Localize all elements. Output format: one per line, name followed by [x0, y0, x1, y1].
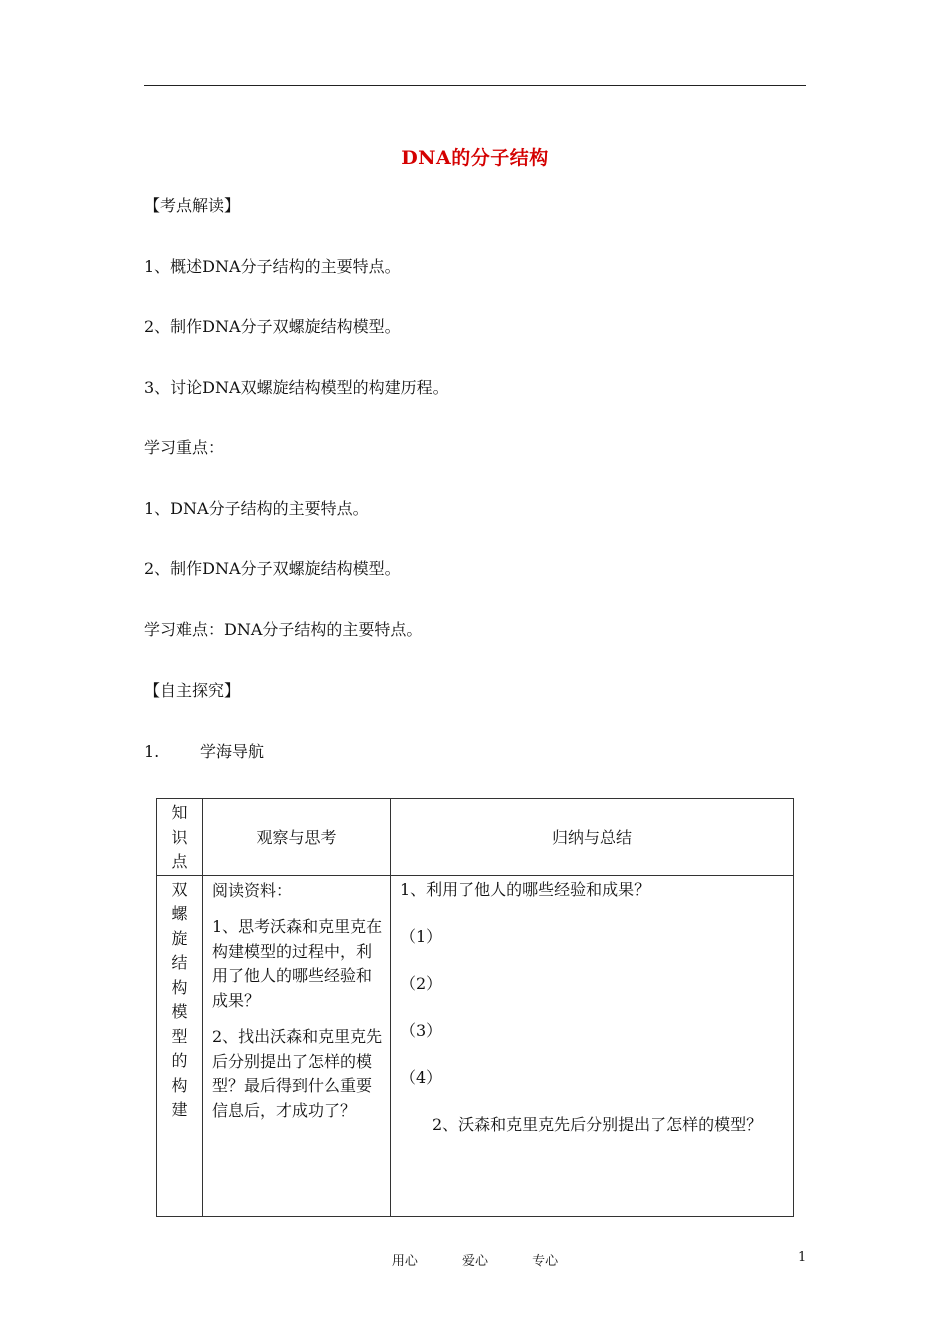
summary-question-1: 1、利用了他人的哪些经验和成果？	[400, 879, 651, 899]
difficulty-line: 学习难点：DNA分子结构的主要特点。	[144, 620, 423, 639]
page-number: 1	[798, 1250, 807, 1265]
footer-word-1: 用心	[391, 1254, 418, 1269]
key-point-2: 2、制作DNA分子双螺旋结构模型。	[144, 559, 401, 578]
summary-blank-3: （3）	[400, 1020, 443, 1040]
study-guide-table	[156, 798, 794, 1217]
header-knowledge-point: 知识点	[157, 799, 203, 876]
header-observe-think: 观察与思考	[203, 799, 391, 876]
summary-cell	[391, 875, 794, 1216]
observe-question-2: 2、找出沃森和克里克先后分别提出了怎样的模型？最后得到什么重要信息后，才成功了？	[212, 1027, 383, 1120]
section-heading-exam-points: 【考点解读】	[144, 196, 241, 215]
nav-item-number: 1.	[144, 742, 160, 761]
observe-intro: 阅读资料：	[212, 880, 293, 900]
objective-3: 3、讨论DNA双螺旋结构模型的构建历程。	[144, 378, 449, 397]
summary-blank-1: （1）	[400, 926, 443, 946]
page-footer	[0, 1250, 950, 1269]
footer-word-2: 爱心	[461, 1254, 488, 1269]
objective-1: 1、概述DNA分子结构的主要特点。	[144, 257, 401, 276]
section-heading-self-exploration: 【自主探究】	[144, 681, 241, 700]
objective-2: 2、制作DNA分子双螺旋结构模型。	[144, 317, 401, 336]
key-points-label: 学习重点：	[144, 438, 225, 457]
summary-blank-2: （2）	[400, 973, 443, 993]
summary-question-2: 2、沃森和克里克先后分别提出了怎样的模型？	[432, 1114, 763, 1134]
document-title: DNA的分子结构	[401, 147, 549, 169]
summary-blank-4: （4）	[400, 1067, 443, 1087]
footer-word-3: 专心	[532, 1254, 559, 1269]
table-row	[157, 875, 794, 1216]
header-summary: 归纳与总结	[391, 799, 794, 876]
header-rule	[144, 85, 806, 86]
nav-item-label: 学海导航	[200, 742, 265, 761]
key-point-1: 1、DNA分子结构的主要特点。	[144, 499, 369, 518]
observe-question-1: 1、思考沃森和克里克在构建模型的过程中，利用了他人的哪些经验和成果？	[212, 917, 383, 1010]
table-header-row	[157, 799, 794, 876]
knowledge-point-cell: 双螺旋结构模型的构建	[157, 875, 203, 1216]
observe-cell	[203, 875, 391, 1216]
nav-item	[144, 739, 264, 762]
